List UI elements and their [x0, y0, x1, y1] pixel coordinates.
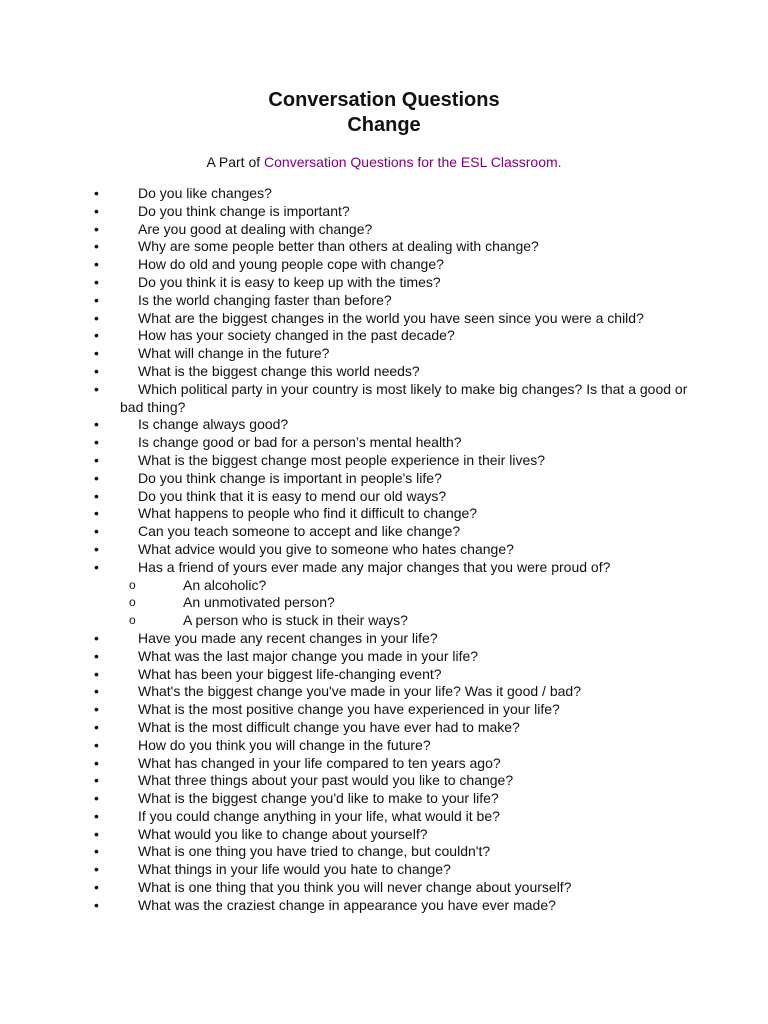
- list-item: [94, 505, 694, 523]
- list-item: [94, 185, 694, 203]
- bullet-icon: •: [94, 451, 99, 468]
- bullet-icon: •: [94, 736, 99, 753]
- sub-list-item: [94, 577, 694, 595]
- question-text: What things in your life would you hate to change?: [138, 861, 451, 878]
- question-text: What is the most positive change you have experienced in your life?: [138, 701, 560, 718]
- bullet-icon: •: [94, 380, 99, 397]
- bullet-icon: •: [94, 273, 99, 290]
- list-item: [94, 327, 694, 345]
- list-item: [94, 808, 694, 826]
- question-text: Is change always good?: [138, 416, 289, 433]
- bullet-icon: •: [94, 718, 99, 735]
- list-item: [94, 221, 694, 239]
- list-item: [94, 292, 694, 310]
- question-text: Have you made any recent changes in your life?: [138, 629, 438, 646]
- list-item: [94, 434, 694, 452]
- bullet-icon: •: [94, 309, 99, 326]
- list-item: [94, 274, 694, 292]
- bullet-icon: •: [94, 647, 99, 664]
- page-title: [0, 88, 768, 138]
- question-text: What was the craziest change in appearance you have ever made?: [138, 896, 556, 913]
- question-text: What has been your biggest life-changing event?: [138, 665, 442, 682]
- bullet-icon: •: [94, 291, 99, 308]
- question-text: What are the biggest changes in the world you have seen since you were a child?: [138, 309, 644, 326]
- question-text: What is one thing you have tried to change, but couldn't?: [138, 843, 491, 860]
- list-item: [94, 701, 694, 719]
- bullet-icon: •: [94, 861, 99, 878]
- list-item: [94, 861, 694, 879]
- list-item: [94, 416, 694, 434]
- list-item: [94, 238, 694, 256]
- bullet-icon: •: [94, 790, 99, 807]
- question-text: Do you think change is important?: [138, 202, 350, 219]
- question-text: How has your society changed in the past decade?: [138, 327, 455, 344]
- question-text: Do you like changes?: [138, 185, 272, 201]
- list-item: [94, 203, 694, 221]
- list-item: [94, 737, 694, 755]
- question-list: [94, 185, 694, 915]
- bullet-icon: •: [94, 220, 99, 237]
- bullet-icon: •: [94, 701, 99, 718]
- list-item: [94, 897, 694, 915]
- question-text: How do you think you will change in the future?: [138, 736, 431, 753]
- bullet-icon: •: [94, 772, 99, 789]
- bullet-icon: •: [94, 843, 99, 860]
- sub-question-text: An alcoholic?: [183, 576, 267, 593]
- question-text: Has a friend of yours ever made any major changes that you were proud of?: [138, 558, 611, 575]
- list-item: [94, 879, 694, 897]
- question-text: What advice would you give to someone who hates change?: [138, 540, 514, 557]
- list-item: [94, 666, 694, 684]
- circle-bullet-icon: o: [129, 595, 136, 610]
- question-text: What was the last major change you made in your life?: [138, 647, 479, 664]
- list-item: [94, 488, 694, 506]
- sub-question-text: A person who is stuck in their ways?: [183, 612, 408, 629]
- list-item: [94, 559, 694, 577]
- circle-bullet-icon: o: [129, 577, 136, 592]
- list-item: [94, 843, 694, 861]
- title-line-1: Conversation Questions: [268, 89, 500, 111]
- bullet-icon: •: [94, 754, 99, 771]
- list-item: [94, 683, 694, 701]
- subtitle: [0, 153, 768, 171]
- title-line-2: Change: [347, 114, 421, 136]
- bullet-icon: •: [94, 202, 99, 219]
- question-text: Do you think it is easy to keep up with the times?: [138, 273, 441, 290]
- bullet-icon: •: [94, 487, 99, 504]
- question-text: Which political party in your country is most likely to make big changes? Is that a good or bad thing?: [120, 380, 688, 415]
- bullet-icon: •: [94, 825, 99, 842]
- sub-list-item: [94, 612, 694, 630]
- question-text: What is one thing that you think you will never change about yourself?: [138, 879, 572, 896]
- circle-bullet-icon: o: [129, 613, 136, 628]
- bullet-icon: •: [94, 540, 99, 557]
- list-item: [94, 381, 694, 417]
- list-item: [94, 452, 694, 470]
- bullet-icon: •: [94, 469, 99, 486]
- bullet-icon: •: [94, 683, 99, 700]
- bullet-icon: •: [94, 558, 99, 575]
- bullet-icon: •: [94, 434, 99, 451]
- bullet-icon: •: [94, 879, 99, 896]
- list-item: [94, 541, 694, 559]
- question-text: Is the world changing faster than before?: [138, 291, 392, 308]
- bullet-icon: •: [94, 416, 99, 433]
- question-text: What is the biggest change most people experience in their lives?: [138, 451, 546, 468]
- list-item: [94, 648, 694, 666]
- bullet-icon: •: [94, 185, 99, 201]
- bullet-icon: •: [94, 238, 99, 255]
- bullet-icon: •: [94, 362, 99, 379]
- question-text: What happens to people who find it difficult to change?: [138, 505, 478, 522]
- bullet-icon: •: [94, 523, 99, 540]
- question-text: What will change in the future?: [138, 345, 330, 362]
- sub-list-item: [94, 594, 694, 612]
- list-item: [94, 363, 694, 381]
- list-item: [94, 523, 694, 541]
- bullet-icon: •: [94, 345, 99, 362]
- bullet-icon: •: [94, 807, 99, 824]
- list-item: [94, 772, 694, 790]
- list-item: [94, 256, 694, 274]
- question-text: How do old and young people cope with change?: [138, 256, 444, 273]
- question-text: Can you teach someone to accept and like change?: [138, 523, 461, 540]
- question-text: What is the biggest change you'd like to make to your life?: [138, 790, 499, 807]
- question-text: Do you think that it is easy to mend our old ways?: [138, 487, 447, 504]
- list-item: [94, 826, 694, 844]
- bullet-icon: •: [94, 327, 99, 344]
- bullet-icon: •: [94, 665, 99, 682]
- question-text: Why are some people better than others at dealing with change?: [138, 238, 539, 255]
- question-text: Do you think change is important in people's life?: [138, 469, 442, 486]
- list-item: [94, 755, 694, 773]
- question-text: What has changed in your life compared to ten years ago?: [138, 754, 501, 771]
- question-text: What is the most difficult change you have ever had to make?: [138, 718, 520, 735]
- list-item: [94, 470, 694, 488]
- question-text: What three things about your past would you like to change?: [138, 772, 514, 789]
- list-item: [94, 719, 694, 737]
- sub-question-text: An unmotivated person?: [183, 594, 335, 611]
- question-text: What is the biggest change this world needs?: [138, 362, 420, 379]
- subtitle-prefix: A Part of: [206, 154, 265, 170]
- list-item: [94, 310, 694, 328]
- bullet-icon: •: [94, 896, 99, 913]
- question-text: Are you good at dealing with change?: [138, 220, 373, 237]
- list-item: [94, 345, 694, 363]
- esl-classroom-link[interactable]: Conversation Questions for the ESL Classroom.: [264, 154, 562, 170]
- question-text: Is change good or bad for a person’s mental health?: [138, 434, 462, 451]
- question-text: What would you like to change about yourself?: [138, 825, 428, 842]
- bullet-icon: •: [94, 256, 99, 273]
- list-item: [94, 630, 694, 648]
- list-item: [94, 790, 694, 808]
- bullet-icon: •: [94, 505, 99, 522]
- question-text: If you could change anything in your life, what would it be?: [138, 807, 500, 824]
- bullet-icon: •: [94, 629, 99, 646]
- question-text: What's the biggest change you've made in your life? Was it good / bad?: [138, 683, 581, 700]
